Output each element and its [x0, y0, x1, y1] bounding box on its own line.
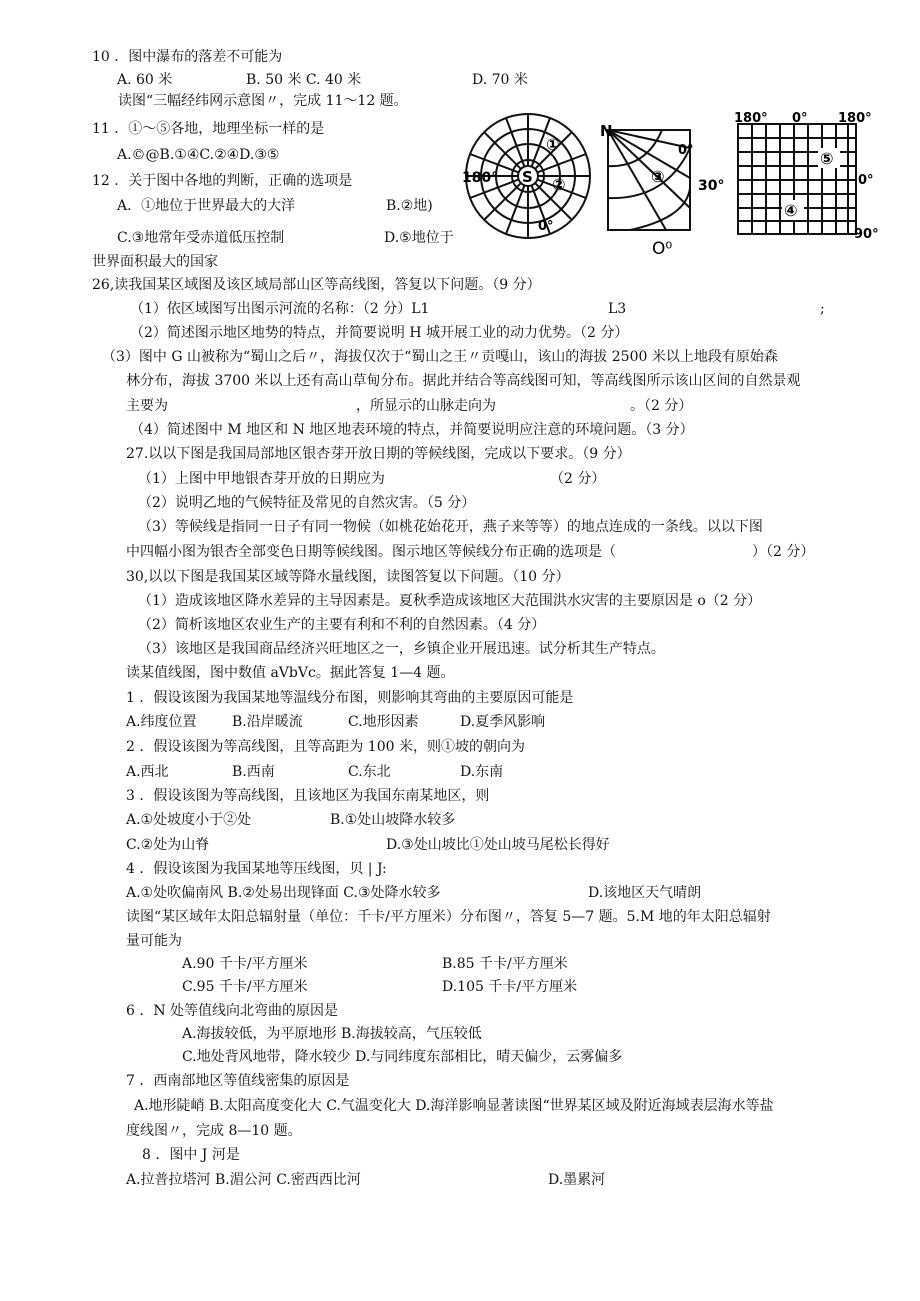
fig2-label-30: 30°	[698, 178, 725, 194]
q12-option-b: B.②地)	[386, 198, 433, 214]
q26-part3-line3c: 。（2 分）	[630, 398, 693, 414]
q5-option-b: B.85 千卡/平方厘米	[442, 956, 568, 972]
q5-option-c: C.95 千卡/平方厘米	[182, 979, 308, 995]
q26-part1: （1）依区域图写出图示河流的名称：（2 分）L1	[130, 301, 430, 317]
fig3-label-180-right: 180°	[838, 111, 872, 126]
q12-stem: 12 ．关于图中各地的判断，正确的选项是	[92, 173, 353, 189]
q4-stem: 4 ．假设该图为我国某地等压线图，贝 | J:	[126, 861, 387, 877]
intro-11-12: 读图“三幅经纬网示意图〃，完成 11～12 题。	[118, 93, 408, 109]
q7-stem: 7 ．西南部地区等值线密集的原因是	[126, 1073, 350, 1089]
q7-intro-8-10: 度线图〃，完成 8—10 题。	[126, 1123, 302, 1139]
q1-option-b: B.沿岸暖流	[232, 714, 303, 730]
q27-part3-line2b: ）（2 分）	[752, 544, 815, 560]
q26-part3-line3b: ，所显示的山脉走向为	[356, 398, 496, 414]
fig1-marker-2: ②	[552, 175, 566, 194]
q27-part1a: （1）上图中甲地银杏芽开放的日期应为	[138, 471, 385, 487]
q30-stem: 30,以以下图是我国某区域等降水量线图，读图答复以下问题。（10 分）	[126, 569, 570, 585]
q30-part3: （3）该地区是我国商品经济兴旺地区之一，乡镇企业开展迅速。试分析其生产特点。	[138, 641, 665, 657]
fig3-marker-4: ④	[784, 201, 798, 220]
q4-option-d: D.该地区天气晴朗	[588, 885, 702, 901]
q3-option-d: D.③处山坡比①处山坡马尾松长得好	[386, 837, 610, 853]
graticule-figure	[456, 108, 886, 258]
q12-option-c: C.③地常年受赤道低压控制	[117, 230, 285, 246]
q26-part3-line3a: 主要为	[126, 398, 168, 414]
fig3-label-180-left: 180°	[734, 111, 768, 126]
q26-part1-end: ;	[820, 301, 825, 317]
fig1-label-0: 0°	[538, 219, 554, 234]
q11-options: A.©@B.①④C.②④D.③⑤	[117, 147, 280, 163]
q3-stem: 3 ．假设该图为等高线图，且该地区为我国东南某地区，则	[126, 788, 490, 804]
fig3-label-90: 90°	[854, 227, 879, 242]
fig1-marker-1: ①	[546, 135, 560, 154]
fig3-label-0-top: 0°	[792, 111, 808, 126]
q26-part2: （2）简述图示地区地势的特点，并简要说明 H 城开展工业的动力优势。（2 分）	[130, 325, 629, 341]
q8-stem: 8 ．图中 J 河是	[142, 1147, 240, 1163]
fig3-label-0-right: 0°	[858, 173, 874, 188]
fig2-label-n: N	[600, 122, 613, 140]
fig2-label-bottom: O⁰	[652, 239, 673, 258]
q1-option-c: C.地形因素	[348, 714, 419, 730]
q2-option-a: A.西北	[126, 764, 169, 780]
q10-stem: 10 ．图中瀑布的落差不可能为	[92, 49, 283, 65]
q10-option-bc: B. 50 米 C. 40 米	[246, 72, 362, 88]
q27-part3-line2a: 中四幅小图为银杏全部变色日期等候线图。图示地区等候线分布正确的选项是（	[126, 544, 616, 560]
q4-option-abc: A.①处吹偏南风 B.②处易出现锋面 C.③处降水较多	[126, 885, 441, 901]
q1-option-d: D.夏季风影响	[460, 714, 546, 730]
fig1-label-180: 180°	[462, 170, 499, 186]
q7-options-line: A.地形陡峭 B.太阳高度变化大 C.气温变化大 D.海洋影响显著读图“世界某区域及附近海域表层海水等盐	[134, 1098, 774, 1114]
q26-part4: （4）简述图中 M 地区和 N 地区地表环境的特点，并简要说明应注意的环境问题。（3 分）	[130, 422, 694, 438]
q26-part3-line2: 林分布，海拔 3700 米以上还有高山草甸分布。据此并结合等高线图可知，等高线图所示该山区间的自然景观	[126, 373, 801, 389]
q10-option-d: D. 70 米	[472, 72, 528, 88]
q27-part1b: （2 分）	[550, 471, 606, 487]
q26-part3-line1: （3）图中 G 山被称为“蜀山之后〃，海拔仅次于“蜀山之王〃贡嘎山，该山的海拔 2500 米以上地段有原始森	[102, 349, 778, 365]
q5-option-d: D.105 千卡/平方厘米	[442, 979, 578, 995]
q8-option-abc: A.拉普拉塔河 B.湄公河 C.密西西比河	[126, 1172, 361, 1188]
fig2-marker-3: ③	[651, 167, 665, 186]
q6-stem: 6 ．N 处等值线向北弯曲的原因是	[126, 1003, 339, 1019]
fig1-label-s: S	[522, 168, 533, 186]
q3-option-b: B.①处山坡降水较多	[330, 812, 456, 828]
q10-option-a: A. 60 米	[117, 72, 173, 88]
fig3-marker-5: ⑤	[820, 149, 834, 168]
q27-part3-line1: （3）等候线是指同一日子有同一物候（如桃花始花开，燕子来等等）的地点连成的一条线。以以下图	[138, 519, 763, 535]
intro-1-4: 读某值线图，图中数值 aVbVc。据此答复 1—4 题。	[126, 665, 455, 681]
q26-stem: 26,读我国某区域图及该区域局部山区等高线图，答复以下问题。（9 分）	[92, 277, 541, 293]
q8-option-d: D.墨累河	[548, 1172, 606, 1188]
q1-stem: 1 ．假设该图为我国某地等温线分布图，则影响其弯曲的主要原因可能是	[126, 690, 574, 706]
q12-option-d: D.⑤地位于	[384, 230, 454, 246]
q11-stem: 11 ．①～⑤各地，地理坐标一样的是	[92, 121, 325, 137]
q12-continuation: 世界面积最大的国家	[92, 254, 218, 270]
fig2-label-0: 0°	[678, 143, 694, 158]
q6-option-cd: C.地处背风地带，降水较少 D.与同纬度东部相比，晴天偏少，云雾偏多	[182, 1049, 623, 1065]
q2-option-b: B.西南	[232, 764, 275, 780]
q1-option-a: A.纬度位置	[126, 714, 197, 730]
q30-part2: （2）简析该地区农业生产的主要有利和不利的自然因素。（4 分）	[138, 617, 546, 633]
q26-part1-l3: L3	[608, 301, 627, 317]
q6-option-ab: A.海拔较低，为平原地形 B.海拔较高，气压较低	[182, 1026, 482, 1042]
q12-option-a: A．①地位于世界最大的大洋	[117, 198, 296, 214]
intro-5-7-line1: 读图“某区域年太阳总辐射量（单位：千卡/平方厘米）分布图〃，答复 5—7 题。5.M 地的年太阳总辐射	[126, 909, 771, 925]
intro-5-7-line2: 量可能为	[126, 933, 182, 949]
q3-option-a: A.①处坡度小于②处	[126, 812, 252, 828]
q27-part2: （2）说明乙地的气候特征及常见的自然灾害。（5 分）	[138, 495, 476, 511]
q2-stem: 2 ．假设该图为等高线图，且等高距为 100 米，则①坡的朝向为	[126, 739, 525, 755]
q27-stem: 27.以以下图是我国局部地区银杏芽开放日期的等候线图，完成以下要求。（9 分）	[126, 446, 631, 462]
graticule-figure-svg	[456, 108, 886, 258]
q30-part1: （1）造成该地区降水差异的主导因素是。夏秋季造成该地区大范围洪水灾害的主要原因是 o（2 分）	[138, 593, 762, 609]
q3-option-c: C.②处为山脊	[126, 837, 210, 853]
q5-option-a: A.90 千卡/平方厘米	[182, 956, 308, 972]
q2-option-d: D.东南	[460, 764, 504, 780]
q2-option-c: C.东北	[348, 764, 391, 780]
